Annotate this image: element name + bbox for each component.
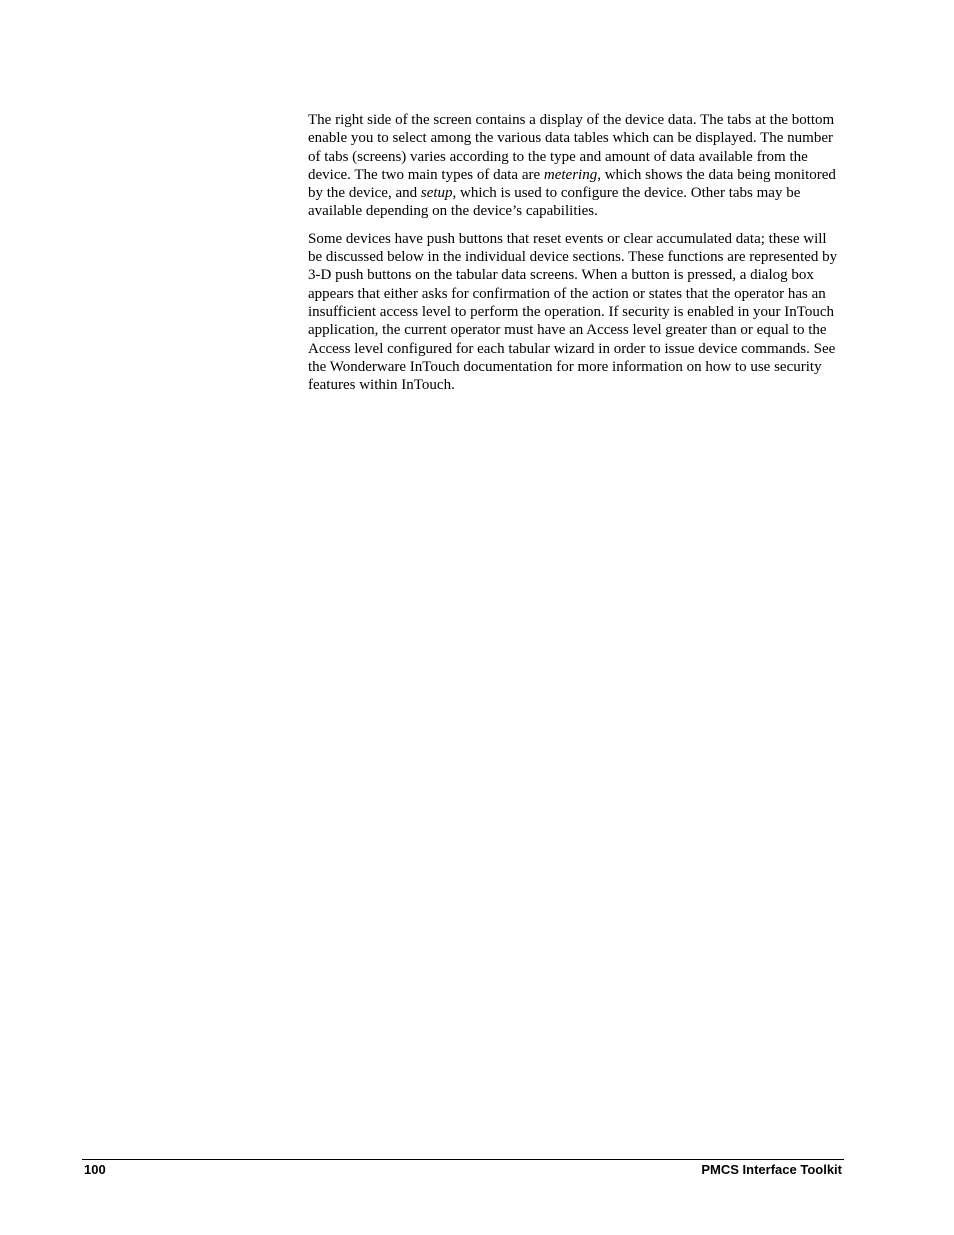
body-text (308, 111, 844, 403)
paragraph-device-data-text-2: , which shows the data being monitored by the device, and (308, 166, 836, 202)
paragraph-push-buttons: Some devices have push buttons that reset events or clear accumulated data; these will be discussed below in the individual device sections. These functions are represented by 3-D push buttons on the tabular data screens. When a button is pressed, a dialog box appears that either asks for confirmation of the action or states that the operator has an insufficient access level to perform the operation. If security is enabled in your InTouch application, the current operator must have an Access level greater than or equal to the Access level configured for each tabular wizard in order to issue device commands. See the Wonderware InTouch documentation for more information on how to use security features within InTouch. (308, 230, 838, 394)
term-metering: metering (543, 166, 598, 183)
paragraph-device-data-text-3: , which is used to configure the device. Other tabs may be available depending on the device’s capabilities. (308, 185, 801, 220)
page-number: 100 (84, 1162, 106, 1177)
paragraph-device-data (308, 111, 844, 221)
term-setup: setup (420, 185, 453, 202)
page-footer (84, 1162, 842, 1178)
footer-rule (82, 1159, 844, 1160)
paragraph-device-data-text-1: The right side of the screen contains a display of the device data. The tabs at the bottom enable you to select among the various data tables which can be displayed. The number of tabs (screens) varies according to the type and amount of data available from the device. The two main types of data are (308, 112, 835, 183)
document-title: PMCS Interface Toolkit (701, 1162, 842, 1177)
